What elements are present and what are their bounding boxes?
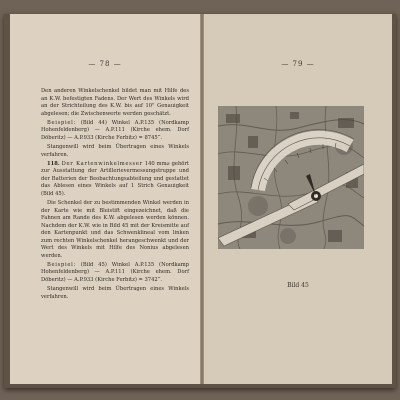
book-spread (4, 14, 396, 388)
figure-caption: Bild 45 (287, 282, 309, 289)
paragraph-2: Beispiel: (Bild 44) Winkel A.P.135 (Nordkamp Hohenfeldenberg) — A.P.111 (Kirche ehem. Dorf Döberitz) — A.P.933 (Kirche Ferbitz) = 8745‴. (41, 119, 190, 141)
map-figure (218, 106, 364, 249)
paragraph-7: Stangenwill wird beim Übertragen eines Winkels verfahren. (41, 286, 189, 300)
paragraph-4: 118. Der Kartenwinkelmesser 140 mm⌀ gehört zur Ausstattung der Artillerievermessungstruppe und der Batterien der Beobachtungsabteilung und gestattet das Ablesen eines Winkels auf 1 Strich Genauigkeit (Bild 45). (41, 160, 189, 197)
map-with-protractor-image (218, 106, 364, 249)
left-page-text (41, 88, 189, 303)
left-page (10, 14, 200, 384)
right-page-number: — 79 — (281, 60, 315, 68)
left-page-number: — 78 — (88, 60, 122, 68)
paragraph-5: Die Schenkel der zu bestimmenden Winkel werden in der Karte wie mit Bleistift eingezeichnet, daß die Fahnen am Rande des K.W. abgelesen werden können. Nachdem der K.W. wie in Bild 45 mit der Kreismitte auf den Kartenpunkt und das Schwenklineal vom linken zum rechten Winkelschenkel herangeschwenkt und der Wert des Winkels mit Hilfe des Nonius abgelesen werden. (41, 200, 189, 259)
paragraph-1: Den anderen Winkelschenkel bildet man mit Hilfe des an K.W. befestigten Fadens. Der Wert des Winkels wird an der Strichteilung des K.W. bis auf 10" Genauigkeit abgelesen; die Zwischenwerte werden geschätzt. (41, 88, 189, 117)
paragraph-3: Stangenwill wird beim Übertragen eines Winkels verfahren. (41, 144, 189, 158)
right-page (204, 14, 392, 384)
paragraph-6: Beispiel: (Bild 45) Winkel A.P.135 (Nordkamp Hohenfeldenberg) — A.P.111 (Kirche ehem. Dorf Döberitz) — A.P.933 (Kirche Ferbitz) = 3742‴. (41, 261, 190, 283)
